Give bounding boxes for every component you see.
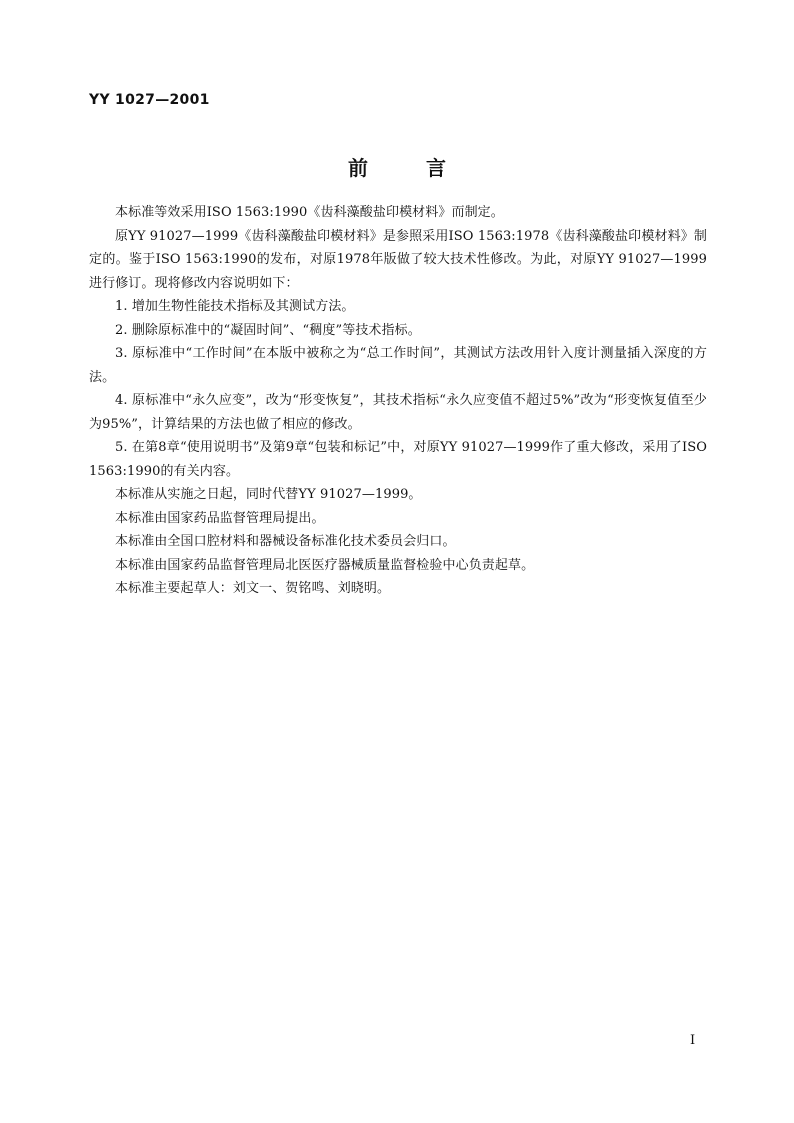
paragraph-drafters: 本标准主要起草人：刘文一、贺铭鸣、刘晓明。 bbox=[115, 581, 391, 596]
list-item-change-4: 4. 原标准中“永久应变”，改为“形变恢复”，其技术指标“永久应变值不超过5%”改为“形变恢复值至少为95%”，计算结果的方法也做了相应的修改。 bbox=[89, 393, 707, 432]
paragraph-revision-background: 原YY 91027—1999《齿科藻酸盐印模材料》是参照采用ISO 1563:1978《齿科藻酸盐印模材料》制定的。鉴于ISO 1563:1990的发布，对原1978年版做了较大技术性修改。为此，对原YY 91027—1999进行修订。现将修改内容说明如下： bbox=[89, 228, 707, 291]
page-number: I bbox=[690, 1033, 696, 1048]
page-title: 前言 bbox=[348, 156, 504, 180]
list-item-change-3: 3. 原标准中“工作时间”在本版中被称之为“总工作时间”，其测试方法改用针入度计测量插入深度的方法。 bbox=[89, 346, 707, 385]
document-body bbox=[89, 201, 707, 601]
standard-code: YY 1027—2001 bbox=[89, 92, 210, 108]
list-item-change-5: 5. 在第8章“使用说明书”及第9章“包装和标记”中，对原YY 91027—1999作了重大修改，采用了ISO 1563:1990的有关内容。 bbox=[89, 440, 707, 479]
list-item-change-1: 1. 增加生物性能技术指标及其测试方法。 bbox=[115, 299, 355, 314]
paragraph-administrator: 本标准由全国口腔材料和器械设备标准化技术委员会归口。 bbox=[115, 534, 456, 549]
paragraph-proposer: 本标准由国家药品监督管理局提出。 bbox=[115, 510, 325, 526]
paragraph-replacement: 本标准从实施之日起，同时代替YY 91027—1999。 bbox=[115, 487, 422, 502]
list-item-change-2: 2. 删除原标准中的“凝固时间”、“稠度”等技术指标。 bbox=[115, 322, 421, 338]
paragraph-drafting-unit: 本标准由国家药品监督管理局北医医疗器械质量监督检验中心负责起草。 bbox=[115, 557, 535, 573]
paragraph-adoption: 本标准等效采用ISO 1563:1990《齿科藻酸盐印模材料》而制定。 bbox=[115, 205, 504, 220]
